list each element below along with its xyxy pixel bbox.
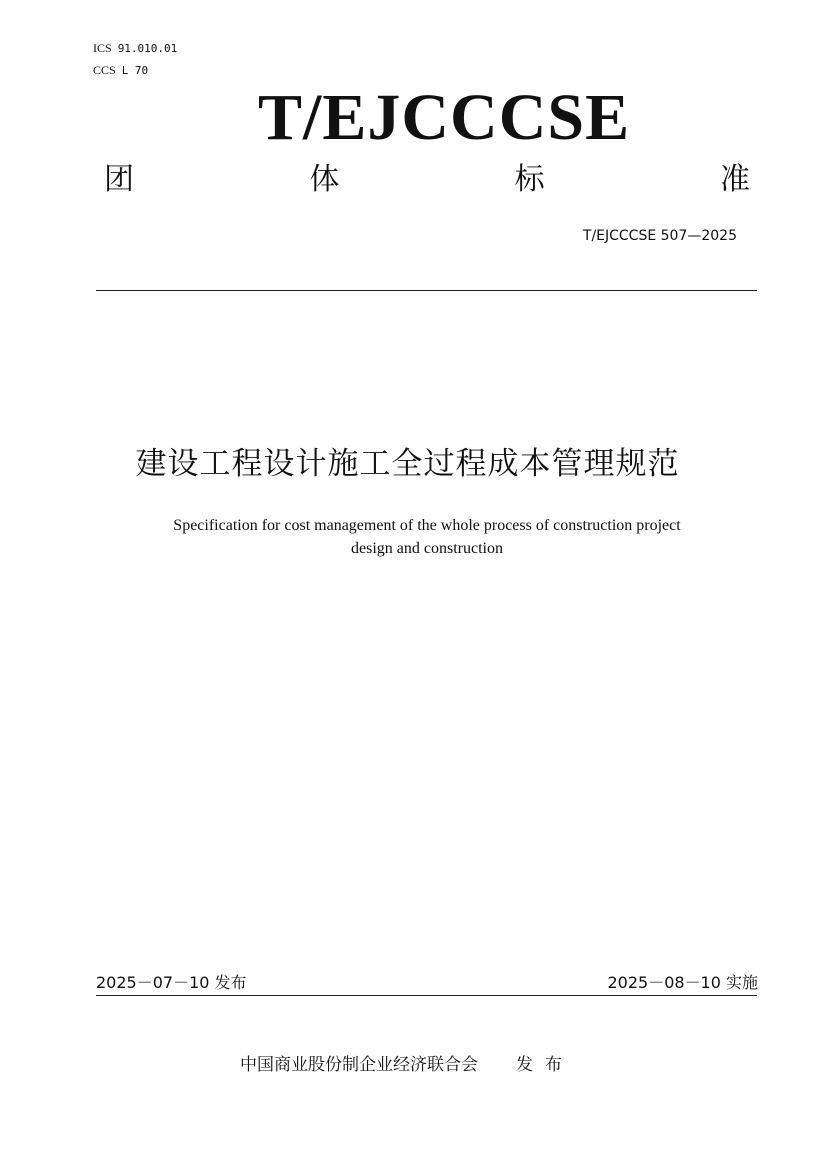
standard-type-char: 标: [514, 162, 545, 197]
title-chinese: 建设工程设计施工全过程成本管理规范: [135, 446, 680, 482]
publisher: [240, 1053, 574, 1077]
standard-type-char: 体: [309, 162, 340, 197]
issue-date: 2025－07－10 发布: [96, 973, 247, 992]
organization-code: T/EJCCCSE: [258, 81, 631, 154]
header-divider: [96, 290, 757, 291]
ccs-code: [93, 62, 148, 79]
ics-code: [93, 40, 177, 57]
title-english: [112, 514, 742, 560]
publisher-action: 发布: [516, 1055, 574, 1075]
ccs-label: CCS: [93, 63, 116, 77]
title-english-line-2: design and construction: [351, 540, 503, 557]
footer-divider: [96, 995, 757, 996]
standard-type: [104, 160, 750, 200]
publisher-name: 中国商业股份制企业经济联合会: [240, 1055, 478, 1075]
standard-type-char: 准: [719, 162, 750, 197]
standard-number: T/EJCCCSE 507—2025: [582, 228, 737, 244]
title-english-line-1: Specification for cost management of the whole process of construction project: [173, 517, 681, 534]
ics-value: 91.010.01: [117, 42, 178, 55]
ics-label: ICS: [93, 41, 112, 55]
standard-type-char: 团: [104, 162, 134, 197]
implementation-date: 2025－08－10 实施: [607, 973, 758, 992]
ccs-value: L 70: [121, 64, 149, 77]
